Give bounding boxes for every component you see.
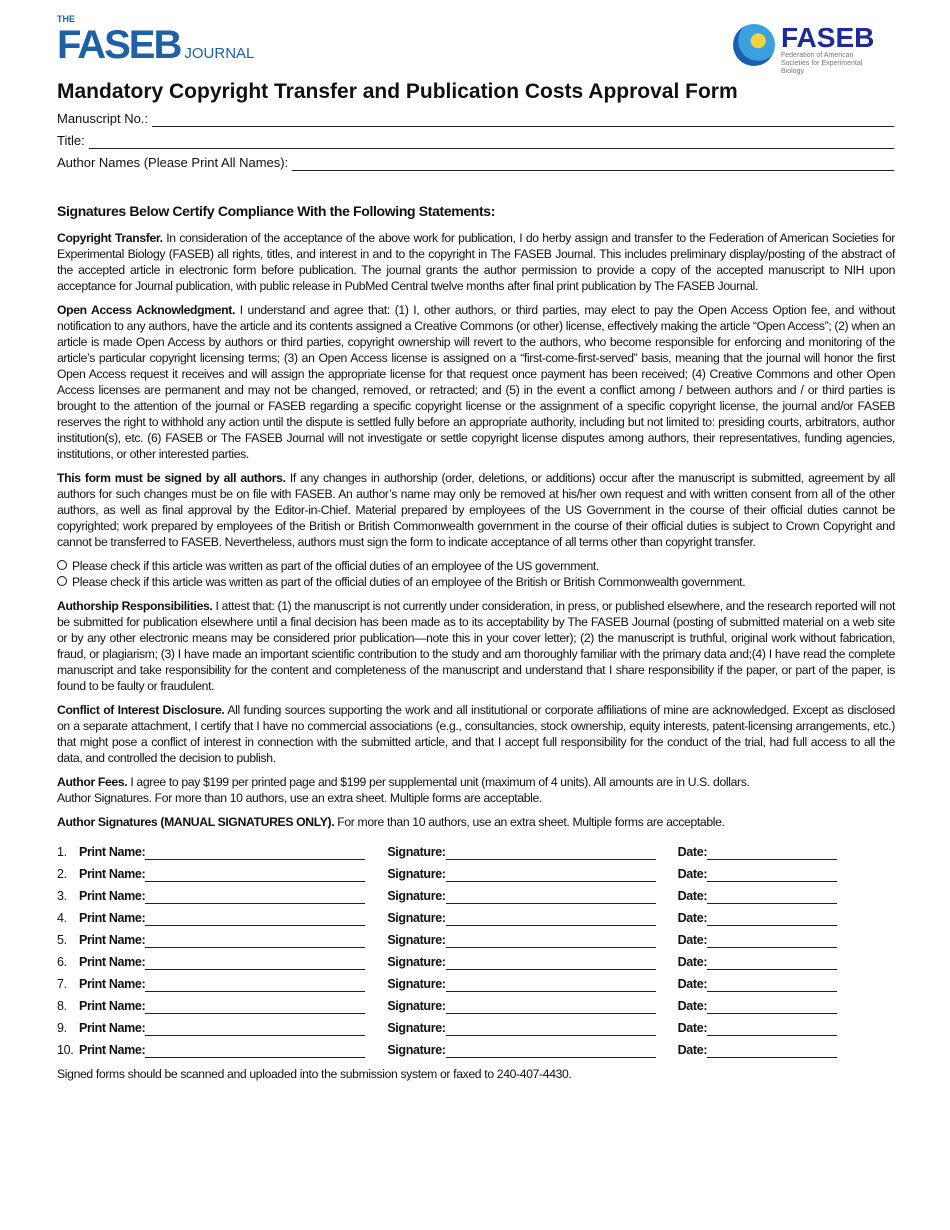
date-line[interactable] [707,933,837,948]
signature-label: Signature: [387,999,446,1013]
page-title: Mandatory Copyright Transfer and Publication Costs Approval Form [57,80,738,103]
logo-subtitle: Federation of American Societies for Experimental Biology [781,52,863,75]
date-line[interactable] [707,977,837,992]
date-label: Date: [677,845,708,859]
signature-label: Signature: [387,889,446,903]
signature-line[interactable] [446,933,656,948]
date-label: Date: [677,1043,708,1057]
print-name-line[interactable] [145,977,365,992]
signature-row [57,860,895,882]
check-label: Please check if this article was written as part of the official duties of an employee of the US government. [72,559,599,573]
section-signed-by-all [57,470,895,550]
logo-journal: JOURNAL [184,45,255,62]
section-open-access [57,302,895,462]
print-name-line[interactable] [145,1043,365,1058]
row-number: 4. [57,911,67,925]
print-name-label: Print Name: [79,977,146,991]
print-name-line[interactable] [145,845,365,860]
date-line[interactable] [707,867,837,882]
section-title: Open Access Acknowledgment. [57,303,235,317]
print-name-label: Print Name: [79,845,146,859]
statements [57,202,895,1090]
title-field[interactable] [57,133,894,149]
section-text: In consideration of the acceptance of the above work for publication, I do herby assign and transfer to the Federation of American Societies for Experimental Biology (FASEB) all rights, titles, and interest in and to the copyright in The FASEB Journal. This includes preliminary display/posting of the abstract of the accepted article in electronic form before publication. The journal grants the author permission to provide a copy of the accepted manuscript to NIH upon acceptance for Journal publication, with public release in PubMed Central twelve months after final print publication by The FASEB Journal. [57,231,895,293]
signature-line[interactable] [446,955,656,970]
section-text: I agree to pay $199 per printed page and $199 per supplemental unit (maximum of 4 units). All amounts are in U.S. dollars. [127,775,750,789]
radio-circle-icon[interactable] [57,576,67,586]
title-input-line[interactable] [89,133,894,149]
signature-row [57,904,895,926]
row-number: 9. [57,1021,67,1035]
title-label: Title: [57,133,85,148]
print-name-label: Print Name: [79,1021,146,1035]
logo-wordmark [57,24,254,66]
row-number: 2. [57,867,67,881]
signature-line[interactable] [446,977,656,992]
section-text: All funding sources supporting the work and all institutional or corporate affiliations of mine are acknowledged. Except as disclosed on a separate attachment, I certify that I have no commercial associations (e.g., consultancies, stock ownership, equity interests, patent-licensing arrangements, etc.) that might pose a conflict of interest in connection with the submitted article, and that I accept full responsibility for the conduct of the trial, had full access to all the data, and controlled the decision to publish. [57,703,895,765]
section-authorship [57,598,895,694]
signature-line[interactable] [446,1021,656,1036]
print-name-label: Print Name: [79,889,146,903]
signature-line[interactable] [446,1043,656,1058]
date-line[interactable] [707,889,837,904]
signature-label: Signature: [387,867,446,881]
check-british-government[interactable] [57,574,895,590]
date-line[interactable] [707,1021,837,1036]
authors-label: Author Names (Please Print All Names): [57,155,289,170]
manuscript-field[interactable] [57,111,894,127]
print-name-label: Print Name: [79,999,146,1013]
print-name-label: Print Name: [79,1043,146,1057]
signature-row [57,838,895,860]
print-name-line[interactable] [145,933,365,948]
signature-row [57,970,895,992]
row-number: 7. [57,977,67,991]
signature-label: Signature: [387,955,446,969]
signature-line[interactable] [446,911,656,926]
signature-label: Signature: [387,1043,446,1057]
signature-row [57,1036,895,1058]
faseb-journal-logo [57,14,254,66]
section-copyright [57,230,895,294]
globe-icon [733,24,775,66]
signature-label: Signature: [387,845,446,859]
print-name-label: Print Name: [79,933,146,947]
section-text: If any changes in authorship (order, deletions, or additions) occur after the manuscript is submitted, agreement by all authors for such changes must be on file with FASEB. An author’s name may only be removed at his/her own request and with written consent from all of the other authors, as well as final approval by the Editor-in-Chief. Material prepared by employees of the US Government in the course of their official duties cannot be copyrighted; work prepared by employees of the British or British Commonwealth government in the course of their official duties is subject to Crown Copyright and cannot be transferred to FASEB. Nevertheless, authors must sign the form to indicate acceptance of all terms other than copyright transfer. [57,471,895,549]
row-number: 8. [57,999,67,1013]
check-us-government[interactable] [57,558,895,574]
date-label: Date: [677,977,708,991]
print-name-line[interactable] [145,999,365,1014]
signature-label: Signature: [387,933,446,947]
date-label: Date: [677,889,708,903]
statements-heading: Signatures Below Certify Compliance With the Following Statements: [57,203,496,219]
logo-faseb: FASEB [57,23,181,67]
date-line[interactable] [707,999,837,1014]
manuscript-input-line[interactable] [152,111,894,127]
row-number: 5. [57,933,67,947]
date-label: Date: [677,955,708,969]
signature-label: Signature: [387,911,446,925]
authors-input-line[interactable] [292,155,894,171]
section-title: Author Fees. [57,775,128,789]
signature-row [57,882,895,904]
fees-line2: Author Signatures. For more than 10 authors, use an extra sheet. Multiple forms are acceptable. [57,791,542,805]
signatures-heading [57,814,895,830]
signature-row [57,992,895,1014]
section-title: This form must be signed by all authors. [57,471,286,485]
signature-row [57,1014,895,1036]
section-title: Conflict of Interest Disclosure. [57,703,225,717]
signature-line[interactable] [446,845,656,860]
print-name-line[interactable] [145,867,365,882]
date-label: Date: [677,933,708,947]
date-line[interactable] [707,911,837,926]
print-name-line[interactable] [145,1021,365,1036]
section-text: For more than 10 authors, use an extra sheet. Multiple forms are acceptable. [334,815,725,829]
row-number: 6. [57,955,67,969]
date-line[interactable] [707,1043,837,1058]
print-name-line[interactable] [145,889,365,904]
row-number: 3. [57,889,67,903]
signature-line[interactable] [446,867,656,882]
footer-note: Signed forms should be scanned and uploaded into the submission system or faxed to 240-407-4430. [57,1067,572,1081]
radio-circle-icon[interactable] [57,560,67,570]
signature-row [57,948,895,970]
date-label: Date: [677,911,708,925]
print-name-label: Print Name: [79,911,146,925]
date-line[interactable] [707,845,837,860]
date-label: Date: [677,999,708,1013]
section-text: I understand and agree that: (1) I, other authors, or third parties, may elect to pay the Open Access Option fee, and without notification to any authors, have the article and its contents assigned a Creative Commons (or other) license, effectively making the article “Open Access”; (2) when an article is made Open Access by authors or third parties, copyright ownership will revert to the authors, who become responsible for enforcing and monitoring of the article’s particular copyright licensing terms; (3) an Open Access license is assigned on a “first-come-first-served” basis, meaning that the journal will honor the first Open Access request it receives and will assign the appropriate license for that request once payment has been received; (4) Creative Commons and other Open Access licenses are permanent and may not be changed, removed, or retracted; and (5) in the event a conflict among / between authors and / or third parties is brought to the attention of the journal or FASEB regarding a specific copyright license or the assignment of a specific copyright license, the journal and/or FASEB reserves the right to withhold any action until the dispute is settled fully before an appropriate authority, including but not limited to: presiding courts, arbitrators, author institution(s), etc. (6) FASEB or The FASEB Journal will not investigate or settle copyright license disputes among authors, their representatives, funding agencies, institutions, or other interested parties. [57,303,895,461]
print-name-label: Print Name: [79,867,146,881]
row-number: 10. [57,1043,74,1057]
section-conflict [57,702,895,766]
signature-label: Signature: [387,977,446,991]
row-number: 1. [57,845,67,859]
check-label: Please check if this article was written as part of the official duties of an employee of the British or British Commonwealth government. [72,575,746,589]
signature-line[interactable] [446,889,656,904]
signature-line[interactable] [446,999,656,1014]
logo-faseb-right: FASEB [781,22,875,53]
manuscript-label: Manuscript No.: [57,111,149,126]
date-label: Date: [677,1021,708,1035]
date-label: Date: [677,867,708,881]
signature-row [57,926,895,948]
signature-table [57,838,895,1058]
print-name-line[interactable] [145,911,365,926]
section-text: I attest that: (1) the manuscript is not currently under consideration, in press, or published elsewhere, and the research reported will not be submitted for publication elsewhere until a final decision has been made as to its acceptability by The FASEB Journal (posting of submitted material on a web site or by any other electronic means may be considered prior publication—note this in your cover letter); (2) the manuscript is truthful, original work without fabrication, fraud, or plagiarism; (3) I have made an important scientific contribution to the study and am thoroughly familiar with the primary data and;(4) I have read the complete manuscript and take responsibility for the content and completeness of the manuscript and understand that I share responsibility if the paper, or part of the paper, is found to be faulty or fraudulent. [57,599,895,693]
section-title: Copyright Transfer. [57,231,163,245]
date-line[interactable] [707,955,837,970]
faseb-logo [733,24,876,76]
section-fees [57,774,895,806]
authors-field[interactable] [57,155,894,171]
print-name-line[interactable] [145,955,365,970]
logo-the: THE [57,14,75,24]
section-title: Authorship Responsibilities. [57,599,213,613]
print-name-label: Print Name: [79,955,146,969]
section-title: Author Signatures (MANUAL SIGNATURES ONLY). [57,815,335,829]
signature-label: Signature: [387,1021,446,1035]
